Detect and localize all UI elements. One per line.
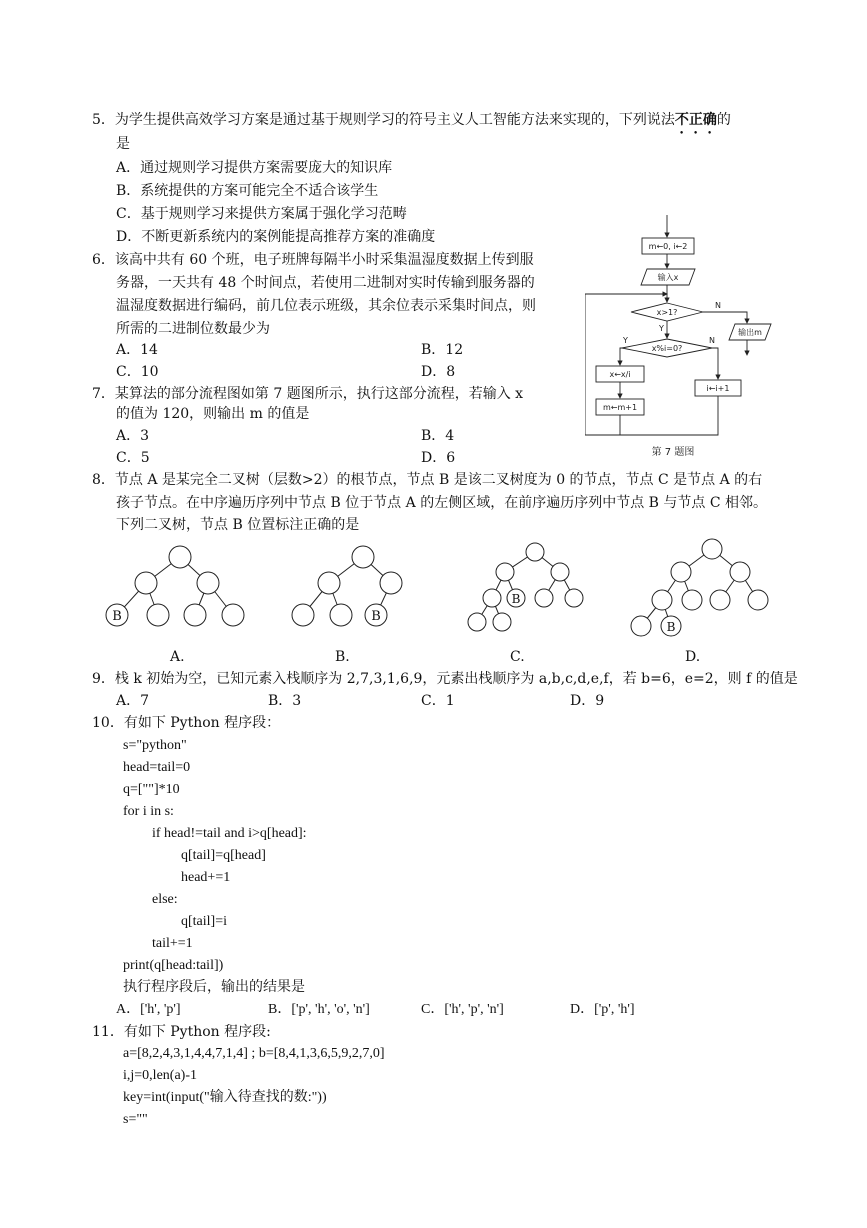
q7-stem-line2: 的值为 120，则输出 m 的值是 bbox=[116, 406, 310, 422]
q10-option-d: D．['p', 'h'] bbox=[570, 1002, 635, 1017]
q6-stem-line2: 务器，一天共有 48 个时间点，若使用二进制对实时传输到服务器的 bbox=[116, 275, 535, 291]
q5-stem-line2: 是 bbox=[116, 136, 130, 152]
q9-stem: 9．栈 k 初始为空，已知元素入栈顺序为 2,7,3,1,6,9，元素出栈顺序为 a,b,c,d,e,f，若 b=6，e=2，则 f 的值是 bbox=[92, 671, 798, 687]
q5-option-c: C．基于规则学习来提供方案属于强化学习范畴 bbox=[116, 206, 407, 222]
q8-tree-d bbox=[625, 538, 775, 642]
q5-stem bbox=[92, 110, 731, 137]
q5-option-b: B．系统提供的方案可能完全不适合该学生 bbox=[116, 183, 379, 199]
q8-stem-line3: 下列二叉树，节点 B 位置标注正确的是 bbox=[116, 517, 360, 533]
q9-option-d: D．9 bbox=[570, 693, 605, 709]
q6-option-d: D．8 bbox=[421, 364, 456, 380]
q7-option-c: C．5 bbox=[116, 450, 150, 466]
flowchart-output-label: 输出m bbox=[738, 328, 762, 337]
q7-option-d: D．6 bbox=[421, 450, 456, 466]
q10-code-line: print(q[head:tail]) bbox=[123, 958, 224, 973]
q10-code-line: q[tail]=q[head] bbox=[181, 848, 266, 863]
q10-option-b: B．['p', 'h', 'o', 'n'] bbox=[268, 1002, 370, 1017]
q10-option-c: C．['h', 'p', 'n'] bbox=[421, 1002, 504, 1017]
tree-a-b-label: B bbox=[112, 609, 122, 624]
q8-caption-d: D. bbox=[685, 649, 701, 665]
q5-emphasis: 不正确 bbox=[674, 112, 717, 128]
flowchart-cond2-label: x%i=0? bbox=[651, 344, 683, 353]
q11-code-line: s="" bbox=[123, 1112, 148, 1127]
flowchart-cond2-no: N bbox=[709, 336, 715, 345]
flowchart-cond1-yes: Y bbox=[659, 324, 664, 333]
q10-code-line: head=tail=0 bbox=[123, 760, 191, 775]
tree-d-b-label: B bbox=[666, 620, 676, 634]
q6-option-b: B．12 bbox=[421, 342, 464, 358]
q10-code-line: tail+=1 bbox=[152, 936, 193, 951]
q11-stem: 11．有如下 Python 程序段: bbox=[92, 1024, 271, 1040]
q6-option-c: C．10 bbox=[116, 364, 159, 380]
q8-tree-a bbox=[100, 540, 250, 639]
q8-stem-line2: 孩子节点。在中序遍历序列中节点 B 位于节点 A 的左侧区域，在前序遍历序列中节点 B 与节点 C 相邻。 bbox=[116, 495, 767, 511]
q10-after: 执行程序段后，输出的结果是 bbox=[123, 979, 305, 995]
q9-option-a: A．7 bbox=[116, 693, 150, 709]
q8-tree-c bbox=[460, 540, 600, 639]
q5-option-a: A．通过规则学习提供方案需要庞大的知识库 bbox=[116, 160, 393, 176]
flowchart-caption: 第 7 题图 bbox=[651, 447, 695, 458]
q5-stem-text: 5．为学生提供高效学习方案是通过基于规则学习的符号主义人工智能方法来实现的，下列说法 bbox=[92, 112, 675, 128]
tree-c-b-label: B bbox=[511, 592, 521, 606]
q5-option-d: D．不断更新系统内的案例能提高推荐方案的准确度 bbox=[116, 229, 436, 245]
q7-option-a: A．3 bbox=[116, 428, 150, 444]
q11-code-line: i,j=0,len(a)-1 bbox=[123, 1068, 197, 1083]
q10-code-line: q[tail]=i bbox=[181, 914, 227, 929]
q9-option-c: C．1 bbox=[421, 693, 455, 709]
q6-option-a: A．14 bbox=[116, 342, 158, 358]
q10-code-line: if head!=tail and i>q[head]: bbox=[152, 826, 307, 841]
q8-tree-b bbox=[283, 540, 433, 639]
q7-stem-line1: 7．某算法的部分流程图如第 7 题图所示，执行这部分流程，若输入 x bbox=[92, 386, 524, 402]
q8-stem-line1: 8．节点 A 是某完全二叉树（层数>2）的根节点，节点 B 是该二叉树度为 0 的节点，节点 C 是节点 A 的右 bbox=[92, 472, 763, 488]
q5-stem-tail: 的 bbox=[716, 112, 731, 128]
q10-code-line: else: bbox=[152, 892, 178, 907]
flowchart-cond1-label: x>1? bbox=[656, 308, 678, 317]
flowchart-cond1-no: N bbox=[715, 301, 721, 310]
q8-caption-a: A. bbox=[170, 649, 185, 665]
q6-stem-line4: 所需的二进制位数最少为 bbox=[116, 321, 270, 337]
q7-option-b: B．4 bbox=[421, 428, 455, 444]
q8-caption-c: C. bbox=[510, 649, 525, 665]
q9-option-b: B．3 bbox=[268, 693, 302, 709]
q10-code-line: s="python" bbox=[123, 738, 187, 753]
flowchart-init-label: m←0, i←2 bbox=[648, 242, 688, 251]
q6-stem-line1: 6．该高中共有 60 个班，电子班牌每隔半小时采集温湿度数据上传到服 bbox=[92, 252, 534, 268]
q10-code-line: for i in s: bbox=[123, 804, 174, 819]
q8-caption-b: B. bbox=[335, 649, 350, 665]
q10-stem: 10．有如下 Python 程序段： bbox=[92, 715, 281, 731]
flowchart-cond2-yes: Y bbox=[623, 336, 628, 345]
q7-flowchart bbox=[585, 215, 785, 460]
q11-code-line: a=[8,2,4,3,1,4,4,7,1,4] ; b=[8,4,1,3,6,5,9,2,7,0] bbox=[123, 1046, 385, 1061]
tree-b-b-label: B bbox=[371, 609, 381, 624]
flowchart-assign-m-label: m←m+1 bbox=[602, 403, 638, 412]
q10-code-line: head+=1 bbox=[181, 870, 231, 885]
q10-option-a: A．['h', 'p'] bbox=[116, 1002, 181, 1017]
q6-stem-line3: 温湿度数据进行编码，前几位表示班级，其余位表示采集时间点，则 bbox=[116, 298, 536, 314]
flowchart-assign-i-label: i←i+1 bbox=[706, 384, 730, 393]
q10-code-line: q=[""]*10 bbox=[123, 782, 180, 797]
q11-code-line: key=int(input("输入待查找的数:")) bbox=[123, 1090, 327, 1105]
flowchart-input-label: 输入x bbox=[657, 273, 679, 282]
flowchart-assign-x-label: x←x/i bbox=[609, 370, 631, 379]
